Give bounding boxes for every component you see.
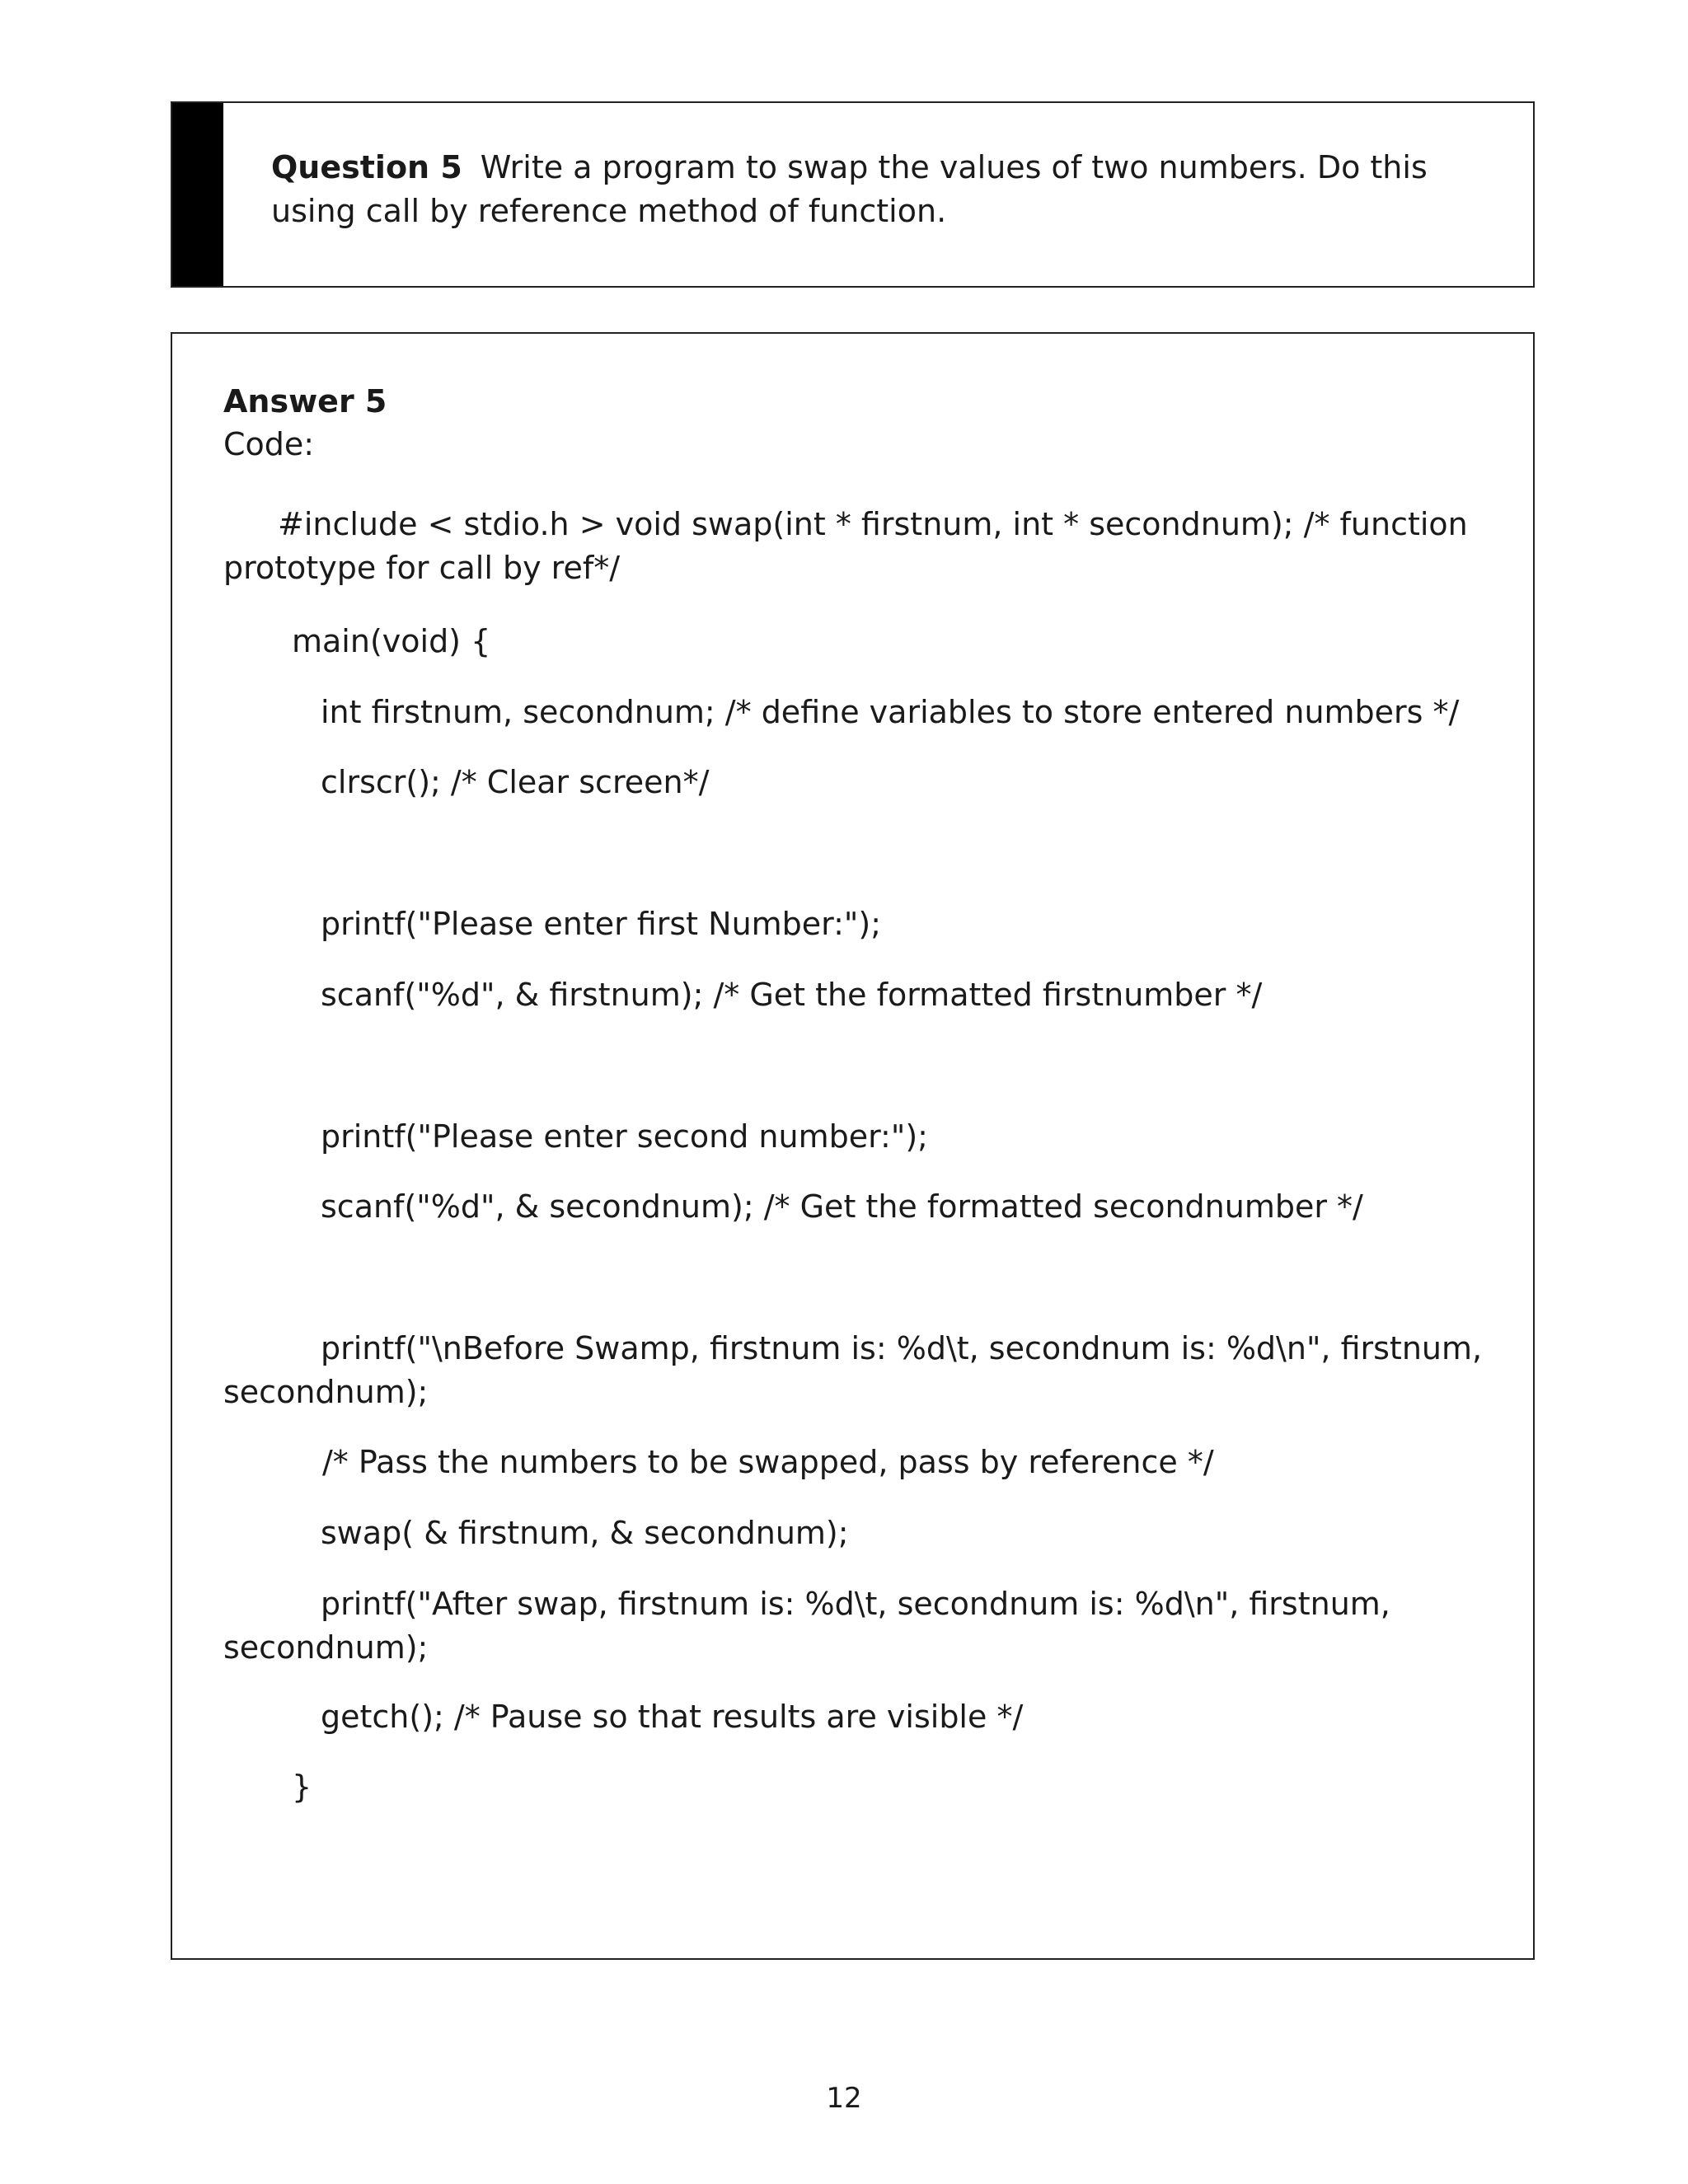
question-prompt: Write a program to swap the values of two numbers. Do this using call by reference method of function. <box>271 149 1428 229</box>
question-box <box>171 101 1535 288</box>
code-line-comment-pass: /* Pass the numbers to be swapped, pass by reference */ <box>322 1444 1214 1480</box>
code-line-declare: int firstnum, secondnum; /* define variables to store entered numbers */ <box>321 694 1460 730</box>
code-line-printf-first: printf("Please enter first Number:"); <box>321 906 882 942</box>
code-line-close-brace: } <box>292 1769 312 1805</box>
code-line-printf-second: printf("Please enter second number:"); <box>321 1118 928 1155</box>
code-label: Code: <box>223 426 315 462</box>
answer-box <box>171 332 1535 1960</box>
code-line-scanf-first: scanf("%d", & firstnum); /* Get the formatted firstnumber */ <box>321 977 1263 1013</box>
code-line-swap-call: swap( & firstnum, & secondnum); <box>321 1515 849 1551</box>
question-text-block <box>271 146 1491 233</box>
question-accent-bar <box>172 103 223 286</box>
code-line-printf-before: printf("\nBefore Swamp, firstnum is: %d\t, secondnum is: %d\n", firstnum, secondnum); <box>223 1330 1493 1410</box>
question-label: Question 5 <box>271 149 462 185</box>
code-line-clrscr: clrscr(); /* Clear screen*/ <box>321 764 710 800</box>
code-line-printf-after: printf("After swap, firstnum is: %d\t, secondnum is: %d\n", firstnum, secondnum); <box>223 1586 1400 1666</box>
code-line-getch: getch(); /* Pause so that results are visible */ <box>321 1699 1024 1735</box>
page-number: 12 <box>826 2082 862 2115</box>
code-line-scanf-second: scanf("%d", & secondnum); /* Get the formatted secondnumber */ <box>321 1188 1363 1225</box>
answer-heading: Answer 5 <box>223 383 387 419</box>
code-line-include: #include < stdio.h > void swap(int * firstnum, int * secondnum); /* function prototype for call by ref*/ <box>223 506 1478 586</box>
code-line-main: main(void) { <box>292 623 491 659</box>
